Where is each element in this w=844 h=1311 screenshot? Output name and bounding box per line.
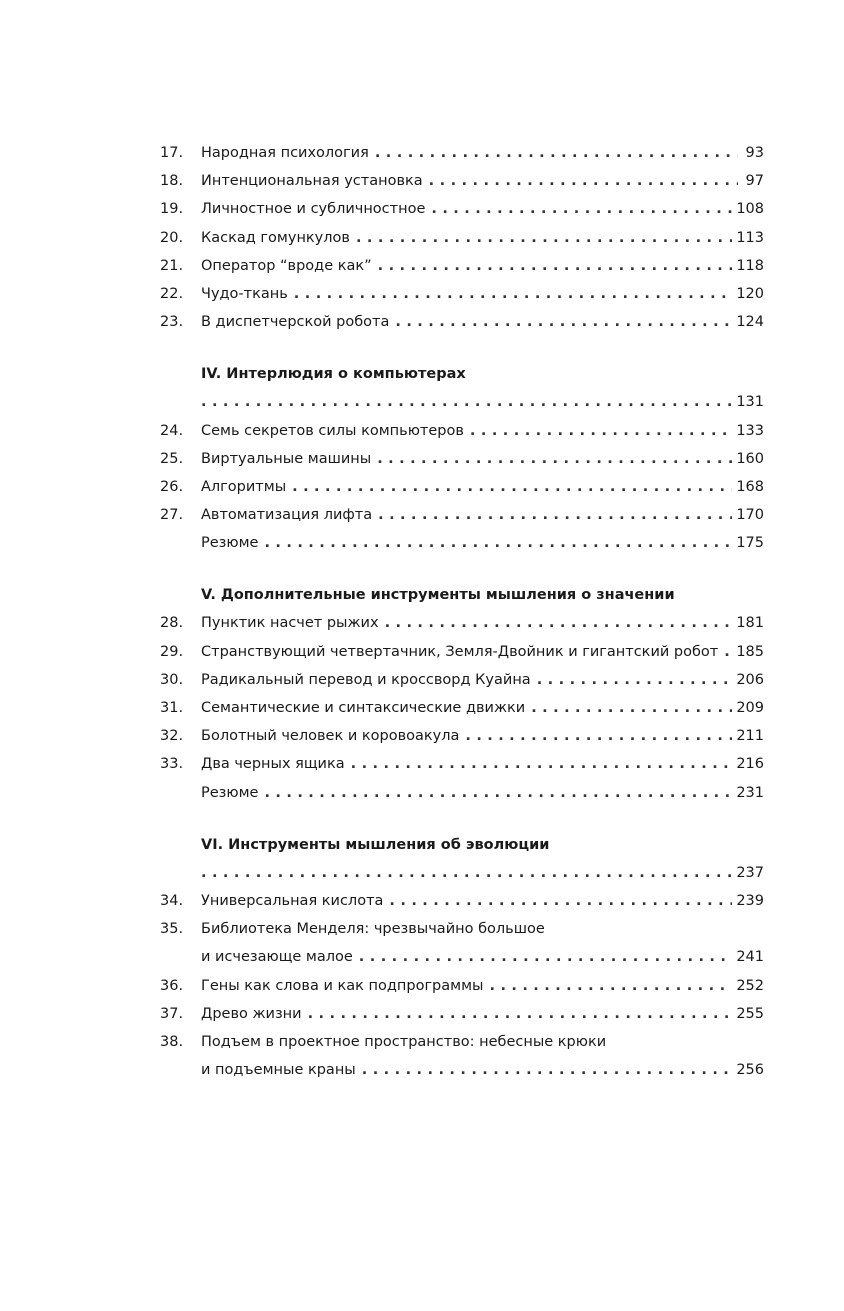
entry-number: 25. (160, 450, 184, 467)
page-number: 133 (736, 422, 764, 439)
toc-entry[interactable] (160, 280, 764, 308)
page-number: 93 (745, 145, 764, 161)
page-number: 108 (736, 201, 764, 218)
toc-entry[interactable] (160, 750, 764, 778)
entry-title: Интенциональная установка (201, 173, 423, 190)
entry-title: Семь секретов силы компьютеров (201, 422, 464, 439)
dot-leader (465, 722, 732, 750)
entry-title: Гены как слова и как подпрограммы (201, 977, 484, 994)
entry-title: Подъем в проектное пространство: небесные крюки (201, 1033, 607, 1050)
entry-title: Резюме (201, 535, 259, 552)
entry-number: 37. (160, 1005, 184, 1022)
entry-title: Виртуальные машины (201, 450, 372, 467)
page-number: 124 (736, 314, 764, 331)
entry-title: В диспетчерской робота (201, 314, 390, 331)
section-heading: V. Дополнительные инструменты мышления о значении (201, 587, 675, 604)
toc-entry[interactable] (160, 859, 764, 887)
page-number: 209 (736, 700, 764, 716)
page-number: 120 (736, 285, 764, 302)
toc-entry[interactable] (160, 252, 764, 280)
entry-title: Чудо-ткань (201, 285, 288, 302)
toc-entry[interactable] (160, 1056, 764, 1084)
toc-entry[interactable] (160, 722, 764, 750)
dot-leader (375, 139, 738, 167)
toc-entry[interactable] (160, 195, 764, 223)
toc-entry[interactable] (160, 308, 764, 336)
dot-leader (201, 388, 732, 416)
entry-title: Каскад гомункулов (201, 229, 350, 246)
entry-title: Резюме (201, 784, 259, 801)
page-number: 211 (736, 728, 764, 745)
dot-leader (377, 445, 732, 473)
section-heading: IV. Интерлюдия о компьютерах (201, 366, 466, 383)
page-number: 255 (736, 1005, 764, 1022)
dot-leader (537, 666, 733, 694)
dot-leader (292, 473, 732, 501)
toc-entry[interactable] (160, 694, 764, 722)
toc-entry[interactable] (160, 139, 764, 167)
dot-leader (378, 252, 733, 280)
page-number: 131 (736, 394, 764, 411)
entry-title: Семантические и синтаксические движки (201, 700, 526, 716)
page-number: 252 (736, 977, 764, 994)
entry-number: 26. (160, 478, 184, 495)
entry-number: 22. (160, 285, 184, 302)
page-number: 239 (736, 892, 764, 909)
dot-leader (489, 972, 732, 1000)
toc-entry[interactable] (160, 445, 764, 473)
dot-leader (356, 224, 732, 252)
entry-title: Пунктик насчет рыжих (201, 615, 379, 632)
entry-number: 19. (160, 201, 184, 218)
entry-title-continuation: и подъемные краны (201, 1062, 356, 1079)
dot-leader (378, 501, 732, 529)
toc-section (160, 831, 764, 1085)
entry-title: Оператор “вроде как” (201, 257, 372, 274)
entry-number: 36. (160, 977, 184, 994)
toc-entry[interactable] (160, 779, 764, 807)
dot-leader (362, 1056, 733, 1084)
toc-entry[interactable] (160, 501, 764, 529)
entry-number: 29. (160, 643, 184, 660)
dot-leader (351, 750, 733, 778)
entry-number: 35. (160, 921, 184, 938)
toc-entry[interactable] (160, 666, 764, 694)
dot-leader (264, 529, 732, 557)
toc-section (160, 360, 764, 557)
toc-entry[interactable] (160, 609, 764, 637)
entry-title: Библиотека Менделя: чрезвычайно большое (201, 921, 545, 938)
toc-entry[interactable] (160, 417, 764, 445)
dot-leader (308, 1000, 733, 1028)
page-number: 237 (736, 864, 764, 881)
entry-number: 34. (160, 892, 184, 909)
toc-entry[interactable] (160, 224, 764, 252)
entry-number: 30. (160, 671, 184, 688)
entry-number: 28. (160, 615, 184, 632)
page-number: 256 (736, 1062, 764, 1079)
dot-leader (429, 167, 738, 195)
toc-entry[interactable] (160, 638, 764, 666)
dot-leader (395, 308, 732, 336)
dot-leader (201, 859, 732, 887)
section-heading: VI. Инструменты мышления об эволюции (201, 836, 550, 853)
page-number: 113 (736, 229, 764, 246)
page-number: 160 (736, 450, 764, 467)
dot-leader (359, 943, 733, 971)
page-number: 181 (736, 615, 764, 632)
entry-number: 20. (160, 229, 184, 246)
entry-number: 31. (160, 700, 184, 716)
entry-number: 27. (160, 507, 184, 524)
toc-entry[interactable] (160, 167, 764, 195)
entry-title-continuation: и исчезающе малое (201, 949, 353, 966)
entry-number: 33. (160, 756, 184, 773)
entry-number: 24. (160, 422, 184, 439)
entry-title: Личностное и субличностное (201, 201, 426, 218)
toc-entry-line (160, 1028, 764, 1056)
entry-number: 17. (160, 145, 184, 161)
entry-title: Странствующий четвертачник, Земля-Двойник и гигантский робот (201, 643, 719, 660)
entry-number: 38. (160, 1033, 184, 1050)
page-number: 216 (736, 756, 764, 773)
entry-title: Радикальный перевод и кроссворд Куайна (201, 671, 531, 688)
page-number: 97 (745, 173, 764, 190)
entry-number: 18. (160, 173, 184, 190)
toc-entry[interactable] (160, 1000, 764, 1028)
dot-leader (294, 280, 733, 308)
entry-title: Автоматизация лифта (201, 507, 373, 524)
toc-section (160, 139, 764, 336)
toc-entry[interactable] (160, 529, 764, 557)
toc-entry[interactable] (160, 972, 764, 1000)
dot-leader (470, 417, 732, 445)
page-number: 118 (736, 257, 764, 274)
page-number: 231 (736, 784, 764, 801)
entry-title: Болотный человек и коровоакула (201, 728, 460, 745)
entry-title: Древо жизни (201, 1005, 302, 1022)
dot-leader (264, 779, 732, 807)
table-of-contents (160, 139, 764, 1084)
entry-title: Алгоритмы (201, 478, 287, 495)
entry-title: Народная психология (201, 145, 369, 161)
toc-entry-line (160, 915, 764, 943)
page-number: 185 (736, 643, 764, 660)
page-number: 168 (736, 478, 764, 495)
dot-leader (385, 609, 733, 637)
entry-number: 21. (160, 257, 184, 274)
page-number: 206 (736, 671, 764, 688)
toc-entry[interactable] (160, 943, 764, 971)
page-number: 175 (736, 535, 764, 552)
entry-title: Два черных ящика (201, 756, 345, 773)
dot-leader (531, 694, 732, 722)
toc-entry[interactable] (160, 473, 764, 501)
dot-leader (724, 638, 732, 666)
dot-leader (389, 887, 732, 915)
entry-number: 23. (160, 314, 184, 331)
entry-title: Универсальная кислота (201, 892, 384, 909)
page-number: 241 (736, 949, 764, 966)
toc-entry[interactable] (160, 887, 764, 915)
entry-number: 32. (160, 728, 184, 745)
toc-entry[interactable] (160, 388, 764, 416)
dot-leader (431, 195, 732, 223)
page-number: 170 (736, 507, 764, 524)
toc-section (160, 581, 764, 806)
